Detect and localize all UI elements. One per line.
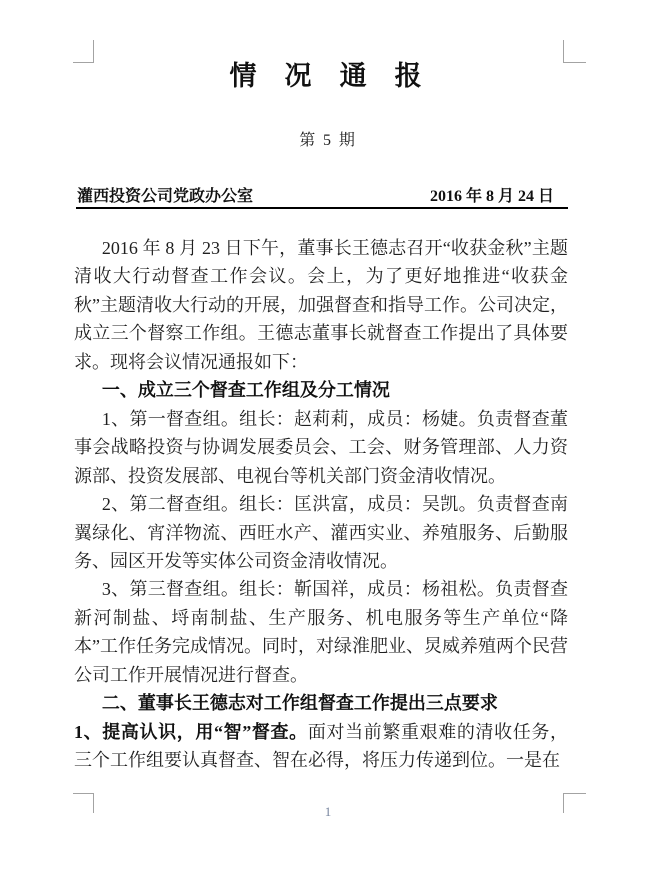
paragraph-group-2: 2、第二督查组。组长：匡洪富，成员：吴凯。负责督查南翼绿化、宵洋物流、西旺水产、灌西实业、养殖服务、后勤服务、园区开发等实体公司资金清收情况。 (74, 494, 568, 571)
paragraph-group-3: 3、第三督查组。组长：靳国祥，成员：杨祖松。负责督查新河制盐、埒南制盐、生产服务、机电服务等生产单位“降本”工作任务完成情况。同时，对绿淮肥业、炅威养殖两个民营公司工作开展情况进行督查。 (74, 579, 568, 685)
paragraph-intro: 2016 年 8 月 23 日下午，董事长王德志召开“收获金秋”主题清收大行动督查工作会议。会上，为了更好地推进“收获金秋”主题清收大行动的开展，加强督查和指导工作。公司决定，成立三个督察工作组。王德志董事长就督查工作提出了具体要求。现将会议情况通报如下： (74, 238, 568, 372)
publish-date: 2016 年 8 月 24 日 (429, 188, 554, 205)
issue-number: 第 5 期 (299, 132, 357, 149)
masthead-byline (77, 183, 554, 206)
paragraph-group-1: 1、第一督查组。组长：赵莉莉，成员：杨婕。负责督查董事会战略投资与协调发展委员会、工会、财务管理部、人力资源部、投资发展部、电视台等机关部门资金清收情况。 (74, 408, 568, 486)
section-heading-2: 二、董事长王德志对工作组督查工作提出三点要求 (101, 693, 498, 714)
page-number: 1 (324, 804, 332, 819)
issuer-name: 灌西投资公司党政办公室 (77, 188, 254, 205)
section-heading-1: 一、成立三个督查工作组及分工情况 (101, 380, 390, 401)
document-body (74, 234, 568, 775)
requirement-1-rest: 面对当前繁重艰难的清收任务，三个工作组要认真督查、智在必得，将压力传递到位。一是在 (74, 721, 569, 771)
paragraph-requirement-1 (74, 718, 568, 775)
document-title: 情 况 通 报 (229, 61, 427, 91)
requirement-1-lead: 1、提高认识，用“智”督查。 (74, 721, 308, 742)
masthead-rule (76, 207, 568, 209)
